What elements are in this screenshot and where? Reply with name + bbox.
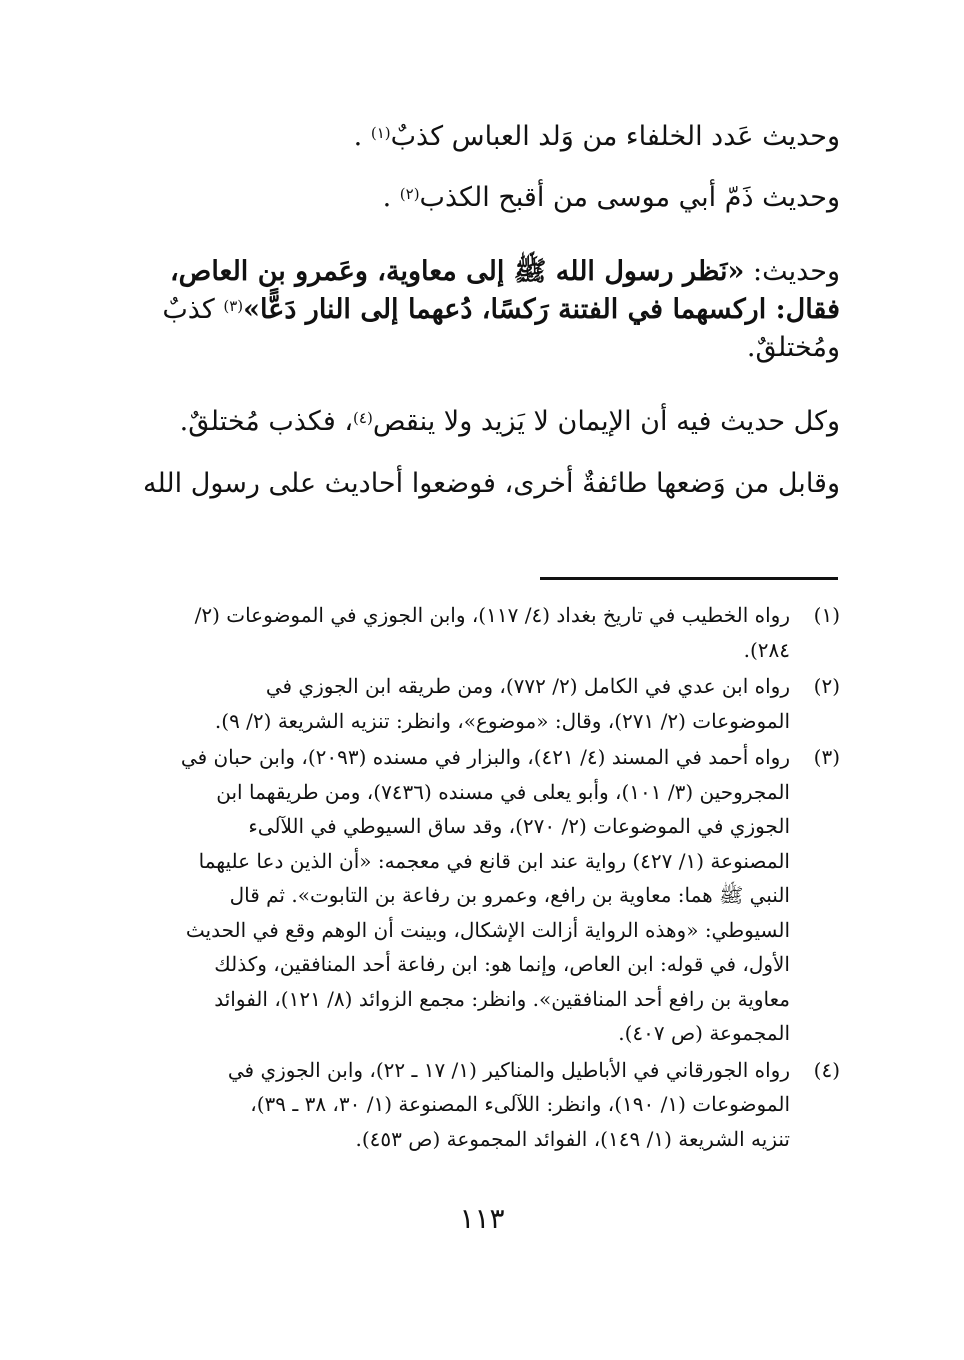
paragraph-1 [120,118,840,156]
footnote-line: معاوية بن رافع أحد المنافقين». وانظر: مجمع الزوائد (٨/ ١٢١)، الفوائد [214,986,790,1011]
footnote-line: رواه ابن عدي في الكامل (٢/ ٧٧٢)، ومن طريقه ابن الجوزي في [265,674,790,698]
footnote-number: (٤) [813,1057,840,1082]
paragraph-2-end: . [382,182,392,213]
paragraph-3 [120,253,840,367]
footnote-line: المجموعة (ص ٤٠٧). [618,1021,790,1045]
footnote-separator [540,577,838,580]
footnote-ref-2[interactable]: (٢) [399,185,420,203]
footnote-line: رواه الخطيب في تاريخ بغداد (٤/ ١١٧)، وابن الجوزي في الموضوعات (٢/ [194,603,790,627]
footnote-line: السيوطي: «وهذه الرواية أزالت الإشكال، وبينت أن الوهم وقع في الحديث [185,917,790,942]
paragraph-4-line [120,403,840,441]
paragraph-3-line-2 [120,291,840,329]
footnote-line: المجروحين (٣/ ١٠١)، وأبو يعلى في مسنده (٧٤٣٦)، ومن طريقهما ابن [216,779,790,804]
paragraph-1-text: وحديث عَدد الخلفاء من وَلد العباس كذبٌ [390,121,840,152]
footnote-ref-1[interactable]: (١) [370,124,391,142]
main-text [120,118,840,503]
footnote-line: الأول، في قوله: ابن العاص، وإنما هو: ابن رفاعة أحد المنافقين، وكذلك [214,952,790,976]
footnote-3 [118,740,840,1051]
footnote-4 [118,1053,840,1157]
footnote-number: (٢) [813,674,840,698]
footnote-line: الموضوعات (١/ ١٩٠)، وانظر: اللآلىء المصنوعة (١/ ٣٠، ٣٨ ـ ٣٩)، [250,1092,790,1116]
footnote-line: رواه الجورقاني في الأباطيل والمناكير (١/ ١٧ ـ ٢٢)، وابن الجوزي في [227,1057,790,1082]
paragraph-3-quote-start: «نَظر رسول الله ﷺ إلى معاوية، وعَمرو بن العاص، [169,256,745,287]
paragraph-3-quote-end: فقال: اركسهما في الفتنة رَكسًا، دُعهما إلى النار دَعًّا» [243,294,840,325]
footnote-line: رواه أحمد في المسند (٤/ ٤٢١)، والبزار في مسنده (٢٠٩٣)، وابن حبان في [180,745,790,769]
page-number: ١١٣ [459,1202,505,1235]
paragraph-1-end: . [353,121,363,152]
footnote-line: ٢٨٤). [743,637,790,662]
footnote-ref-4[interactable]: (٤) [353,409,373,427]
paragraph-5 [120,465,840,503]
paragraph-4-text: وكل حديث فيه أن الإيمان لا يَزيد ولا ينقص [372,406,840,437]
footnote-line: النبي ﷺ هما: معاوية بن رافع، وعمرو بن رفاعة بن التابوت». ثم قال [229,883,790,907]
footnote-line: الموضوعات (٢/ ٢٧١)، وقال: «موضوع»، وانظر: تنزيه الشريعة (٢/ ٩). [214,708,790,733]
paragraph-1-line [120,118,840,156]
paragraph-2 [120,179,840,217]
paragraph-3-line-1 [120,253,840,291]
footnote-2 [118,669,840,738]
paragraph-3-intro: وحديث: [744,256,840,287]
paragraph-3-line-3: ومُختلقٌ. [746,332,840,363]
paragraph-2-text: وحديث ذَمّ أبي موسى من أقبح الكذب [419,182,840,213]
footnote-line: الجوزي في الموضوعات (٢/ ٢٧٠)، وقد ساق السيوطي في اللآلىء [248,814,790,838]
paragraph-3-verdict: كذبٌ [162,294,224,325]
footnote-number: (١) [813,603,840,627]
paragraph-5-line: وقابل من وَضعها طائفةٌ أخرى، فوضعوا أحاديث على رسول الله [142,468,840,499]
footnote-number: (٣) [813,745,840,769]
paragraph-4-end: ، فكذب مُختلقٌ. [179,406,354,437]
footnote-line: المصنوعة (١/ ٤٢٧) رواية عند ابن قانع في معجمه: «أن الذين دعا عليهما [198,848,790,873]
footnotes [118,598,840,1158]
paragraph-4 [120,403,840,441]
paragraph-2-line [120,179,840,217]
footnote-line: تنزيه الشريعة (١/ ١٤٩)، الفوائد المجموعة (ص ٤٥٣). [355,1126,790,1151]
footnote-ref-3[interactable]: (٣) [223,297,244,315]
footnote-1 [118,598,840,667]
